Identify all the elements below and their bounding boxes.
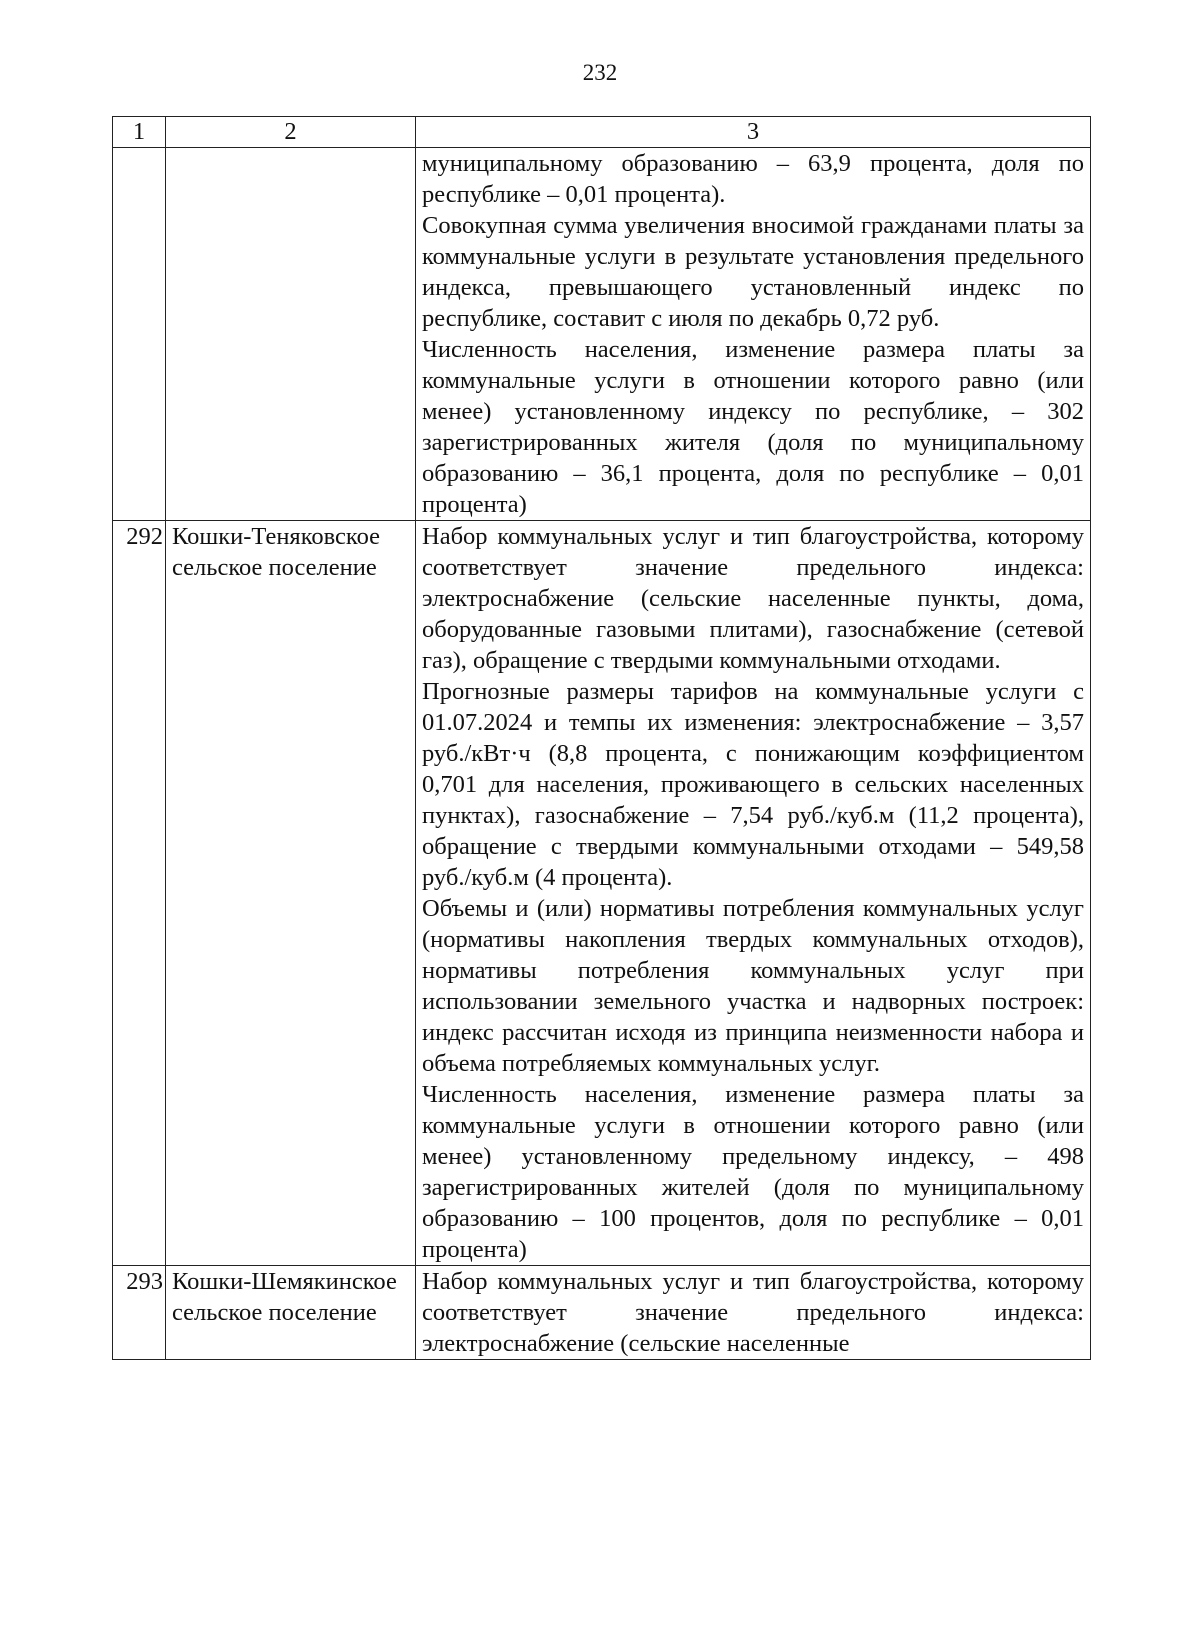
description-paragraph: Прогнозные размеры тарифов на коммунальные услуги с 01.07.2024 и темпы их изменения: электроснабжение – 3,57 руб./кВт·ч (8,8 процента, с понижающим коэффициентом 0,701 для населения, проживающего в сельских населенных пунктах), газоснабжение – 7,54 руб./куб.м (11,2 процента), обращение с твердыми коммунальными отходами – 549,58 руб./куб.м (4 процента). [422, 678, 1084, 891]
column-header-3: 3 [416, 117, 1091, 148]
settlement-name: Кошки-Шемякинское сельское поселение [166, 1266, 416, 1360]
description-paragraph: Набор коммунальных услуг и тип благоустройства, которому соответствует значение предельного индекса: электроснабжение (сельские населенные пункты, дома, оборудованные газовыми плитами), газоснабжение (сетевой газ), обращение с твердыми коммунальными отходами. [422, 523, 1084, 674]
table-row [113, 521, 1091, 1266]
column-header-1: 1 [113, 117, 166, 148]
settlement-name: Кошки-Теняковское сельское поселение [166, 521, 416, 1266]
settlement-name [166, 148, 416, 521]
row-description [416, 521, 1091, 1266]
description-paragraph: Совокупная сумма увеличения вносимой гражданами платы за коммунальные услуги в результате установления предельного индекса, превышающего установленный индекс по республике, составит с июля по декабрь 0,72 руб. [422, 212, 1084, 332]
table-row [113, 1266, 1091, 1360]
description-paragraph: Численность населения, изменение размера платы за коммунальные услуги в отношении которого равно (или менее) установленному предельному индексу, – 498 зарегистрированных жителей (доля по муниципальному образованию – 100 процентов, доля по республике – 0,01 процента) [422, 1081, 1084, 1263]
row-number [113, 148, 166, 521]
description-paragraph: Объемы и (или) нормативы потребления коммунальных услуг (нормативы накопления твердых коммунальных отходов), нормативы потребления коммунальных услуг при использовании земельного участка и надворных построек: индекс рассчитан исходя из принципа неизменности набора и объема потребляемых коммунальных услуг. [422, 895, 1084, 1077]
row-description [416, 1266, 1091, 1360]
description-paragraph: Набор коммунальных услуг и тип благоустройства, которому соответствует значение предельного индекса: электроснабжение (сельские населенные [422, 1268, 1084, 1357]
page-number: 232 [582, 60, 618, 85]
row-number: 293 [113, 1266, 166, 1360]
column-header-2: 2 [166, 117, 416, 148]
row-description [416, 148, 1091, 521]
table-header-row [113, 117, 1091, 148]
description-paragraph: муниципальному образованию – 63,9 процента, доля по республике – 0,01 процента). [422, 150, 1084, 208]
tariff-table [112, 116, 1091, 1360]
row-number: 292 [113, 521, 166, 1266]
table-row [113, 148, 1091, 521]
description-paragraph: Численность населения, изменение размера платы за коммунальные услуги в отношении которого равно (или менее) установленному индексу по республике, – 302 зарегистрированных жителя (доля по муниципальному образованию – 36,1 процента, доля по республике – 0,01 процента) [422, 336, 1084, 518]
